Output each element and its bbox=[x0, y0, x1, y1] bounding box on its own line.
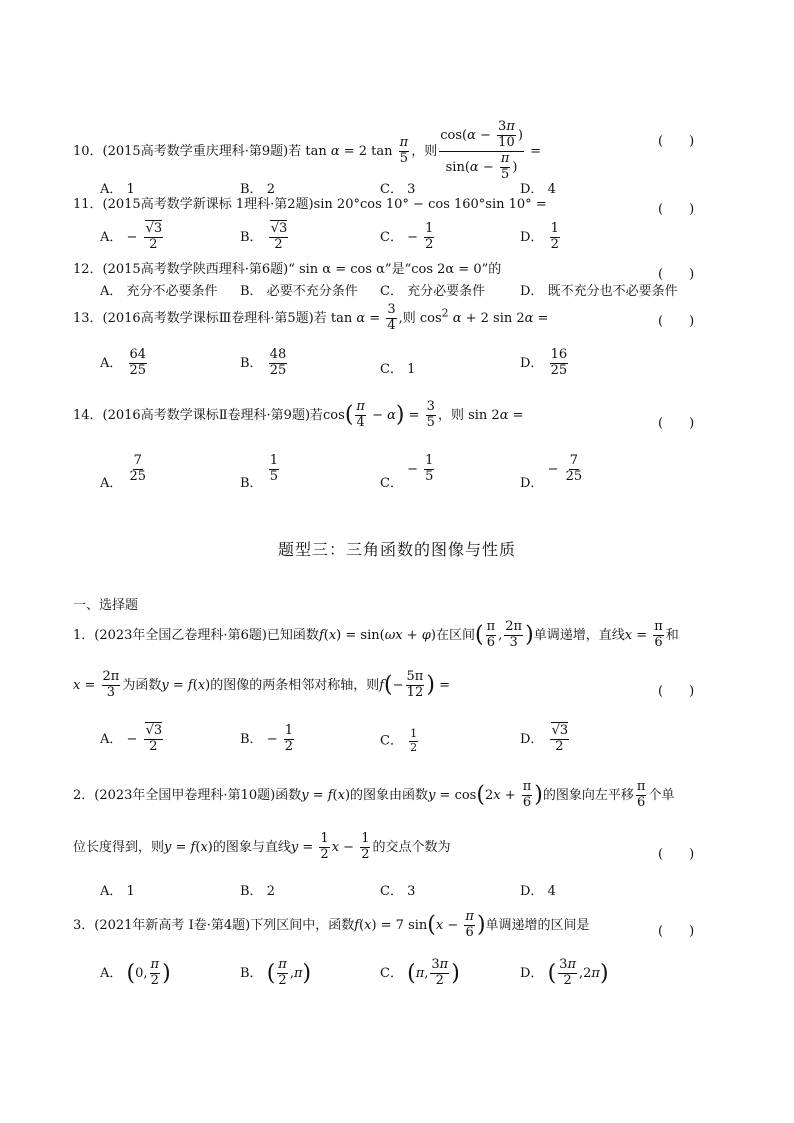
option-c: C． 充分必要条件 bbox=[380, 284, 486, 299]
option-b: B． 2 bbox=[240, 182, 275, 197]
option-a: A． (0, $\frac{\pi}{2}$ ) bbox=[100, 957, 171, 988]
option-a: A． − $\frac{√3}{2}$ bbox=[100, 723, 163, 754]
option-d: D． $\frac{16}{25}$ bbox=[520, 347, 568, 378]
question-source: (2015高考数学重庆理科·第9题) bbox=[102, 143, 289, 159]
option-c: C． − $\frac{1}{5}$ bbox=[380, 453, 434, 491]
question-source: (2015高考数学陕西理科·第6题) bbox=[102, 262, 289, 277]
option-a: A． $\frac{7}{25}$ bbox=[100, 453, 147, 491]
answer-paren: ( ) bbox=[658, 924, 695, 939]
option-d: D． 既不充分也不必要条件 bbox=[520, 284, 678, 299]
question-source: (2015高考数学新课标 1理科·第2题) bbox=[102, 197, 314, 212]
question-number: 13． bbox=[73, 310, 103, 326]
math-expression: tan α = 2 tan $\frac{\pi}{5}$ bbox=[305, 134, 409, 166]
option-c: C． − $\frac{1}{2}$ bbox=[380, 221, 434, 252]
question-source: (2023年全国甲卷理科·第10题) bbox=[94, 787, 276, 803]
question-number: 2． bbox=[73, 787, 95, 803]
option-c: C． $\frac{1}{2}$ bbox=[380, 727, 418, 754]
option-d: D． ( $\frac{3\pi}{2}$ ,2π) bbox=[520, 957, 609, 988]
option-c: C． 3 bbox=[380, 884, 416, 899]
question-number: 12． bbox=[73, 262, 103, 277]
question-source: (2023年全国乙卷理科·第6题) bbox=[94, 627, 267, 643]
option-d: D． $\frac{√3}{2}$ bbox=[520, 723, 569, 754]
question-13: 13．(2016高考数学课标Ⅲ卷理科·第5题)若 tan α = $\frac{3}{4}$ ,则 $\cos^2 \alpha + 2$ sin 2α = bbox=[73, 302, 549, 333]
option-d: D． 4 bbox=[520, 182, 556, 197]
problem-1: 1．(2023年全国乙卷理科·第6题)已知函数f(x) = sin(ωx + φ)在区间( $\frac{\pi}{6}$ , $\frac{2\pi}{3}$ )单调递增，直线x = $\frac{\pi}{6}$ 和 bbox=[73, 619, 679, 650]
option-a: A． − $\frac{√3}{2}$ bbox=[100, 221, 163, 252]
option-a: A． 1 bbox=[100, 884, 135, 899]
fraction-expression: cos(α − $\frac{3\pi}{10}$ ) sin(α − $\frac{\pi}{5}$ ) bbox=[440, 119, 523, 182]
option-c: C． 3 bbox=[380, 182, 416, 197]
question-text: “ sin α = cos α”是“cos 2α = 0”的 bbox=[288, 262, 502, 277]
subsection-heading: 一、选择题 bbox=[73, 598, 139, 613]
question-12 bbox=[73, 263, 501, 276]
option-a: A． $\frac{64}{25}$ bbox=[100, 347, 147, 378]
question-number: 3． bbox=[73, 917, 95, 933]
option-d: D． − $\frac{7}{25}$ bbox=[520, 453, 583, 491]
option-b: B． 2 bbox=[240, 884, 275, 899]
option-a: A． 1 bbox=[100, 182, 135, 197]
problem-2-line2: 位长度得到，则y = f(x)的图象与直线y = $\frac{1}{2}$ x − $\frac{1}{2}$ 的交点个数为 bbox=[73, 831, 451, 862]
option-c: C． 1 bbox=[380, 362, 416, 377]
math-expression: cos( $\frac{\pi}{4}$ − α) = $\frac{3}{5}$ bbox=[323, 399, 435, 430]
problem-2: 2．(2023年全国甲卷理科·第10题)函数y = f(x)的图象由函数y = cos(2x + $\frac{\pi}{6}$ )的图象向左平移 $\frac{\pi}{6}$ 个单 bbox=[73, 779, 675, 810]
section-title: 题型三：三角函数的图像与性质 bbox=[277, 540, 516, 559]
question-14: 14．(2016高考数学课标Ⅱ卷理科·第9题)若cos( $\frac{\pi}{4}$ − α) = $\frac{3}{5}$ ，则 sin 2α = bbox=[73, 399, 524, 430]
question-number: 14． bbox=[73, 407, 103, 423]
option-b: B． − $\frac{1}{2}$ bbox=[240, 723, 294, 754]
problem-1-line2: x = $\frac{2\pi}{3}$ 为函数y = f(x)的图像的两条相邻对称轴，则f(− $\frac{5\pi}{12}$ ) = bbox=[73, 669, 450, 700]
answer-paren: ( ) bbox=[658, 314, 695, 329]
answer-paren: ( ) bbox=[658, 134, 695, 149]
answer-paren: ( ) bbox=[658, 202, 695, 217]
question-source: (2016高考数学课标Ⅲ卷理科·第5题) bbox=[102, 310, 314, 326]
answer-paren: ( ) bbox=[658, 267, 695, 282]
option-d: D． 4 bbox=[520, 884, 556, 899]
answer-paren: ( ) bbox=[658, 416, 695, 431]
option-b: B． $\frac{√3}{2}$ bbox=[240, 221, 288, 252]
option-a: A． 充分不必要条件 bbox=[100, 284, 218, 299]
option-b: B． ( $\frac{\pi}{2}$ ,π) bbox=[240, 957, 312, 988]
math-expression: sin 20°cos 10° − cos 160°sin 10° = bbox=[313, 197, 547, 212]
question-10: 10．(2015高考数学重庆理科·第9题)若 tan α = 2 tan $\frac{\pi}{5}$ ，则 cos(α − $\frac{3\pi}{10}$ ) sin(α − $\frac{\pi}{5}$ ) = bbox=[73, 119, 541, 182]
answer-paren: ( ) bbox=[658, 847, 695, 862]
option-c: C． (π, $\frac{3\pi}{2}$ ) bbox=[380, 957, 460, 988]
math-expression: tan α = $\frac{3}{4}$ bbox=[326, 302, 396, 333]
answer-paren: ( ) bbox=[658, 684, 695, 699]
option-b: B． 必要不充分条件 bbox=[240, 284, 358, 299]
option-d: D． $\frac{1}{2}$ bbox=[520, 221, 559, 252]
option-b: B． $\frac{48}{25}$ bbox=[240, 347, 287, 378]
option-b: B． $\frac{1}{5}$ bbox=[240, 453, 278, 491]
question-number: 11． bbox=[73, 197, 103, 212]
question-11 bbox=[73, 198, 547, 211]
question-source: (2021年新高考 Ⅰ卷·第4题) bbox=[94, 917, 251, 933]
question-number: 1． bbox=[73, 627, 95, 643]
problem-3: 3．(2021年新高考 Ⅰ卷·第4题)下列区间中，函数f(x) = 7 sin(x − $\frac{\pi}{6}$ )单调递增的区间是 bbox=[73, 909, 590, 940]
question-source: (2016高考数学课标Ⅱ卷理科·第9题) bbox=[102, 407, 311, 423]
question-number: 10． bbox=[73, 143, 103, 159]
